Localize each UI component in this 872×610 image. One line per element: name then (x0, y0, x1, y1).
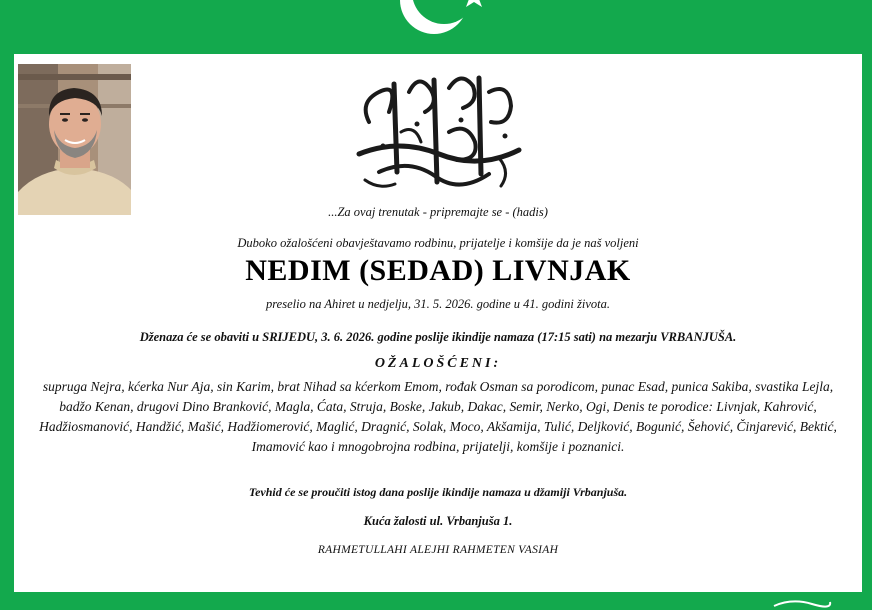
funeral-info: Dženaza će se obaviti u SRIJEDU, 3. 6. 2026. godine poslije ikindije namaza (17:15 sati) na mezarju VRBANJUŠA. (139, 330, 737, 344)
tevhid-info: Tevhid će se proučiti istog dana poslije ikindije namaza u džamiji Vrbanjuša. (248, 485, 628, 499)
arabic-calligraphy-emblem (339, 62, 539, 202)
deceased-name: NEDIM (SEDAD) LIVNJAK (245, 254, 631, 287)
hadis-quote: ...Za ovaj trenutak - pripremajte se - (hadis) (328, 205, 548, 219)
closing-prayer: RAHMETULLAHI ALEJHI RAHMETEN VASIAH (317, 544, 559, 556)
corner-mark-icon (772, 598, 832, 608)
house-of-mourning: Kuća žalosti ul. Vrbanjuša 1. (363, 514, 513, 528)
intro-text: Duboko ožalošćeni obavještavamo rodbinu, prijatelje i komšije da je naš voljeni (237, 236, 639, 250)
mourners-heading: OŽALOŠĆENI: (374, 356, 502, 371)
death-date-text: preselio na Ahiret u nedjelju, 31. 5. 2026. godine u 41. godini života. (266, 297, 610, 311)
portrait-photo (18, 64, 131, 215)
obituary-paper (14, 54, 862, 592)
mourners-list: supruga Nejra, kćerka Nur Aja, sin Karim, brat Nihad sa kćerkom Emom, rođak Osman sa porodicom, punac Esad, punica Sakiba, svastika Lejla, badžo Kenan, drugovi Dino Branković, Magla, Ćata, Struja, Boske, Jakub, Dakac, Semir, Nerko, Ogi, Denis te porodice: Livnjak, Kahrović, Hadžiosmanović, Handžić, Mašić, Hadžiomerović, Maglić, Dragnić, Solak, Moco, Akšamija, Tulić, Deljković, Bogunić, Šehović, Činjarević, Bektić, Imamović kao i mnogobrojna rodbina, prijatelji, komšije i poznanici. (39, 379, 837, 454)
crescent-star-icon (370, 0, 530, 50)
